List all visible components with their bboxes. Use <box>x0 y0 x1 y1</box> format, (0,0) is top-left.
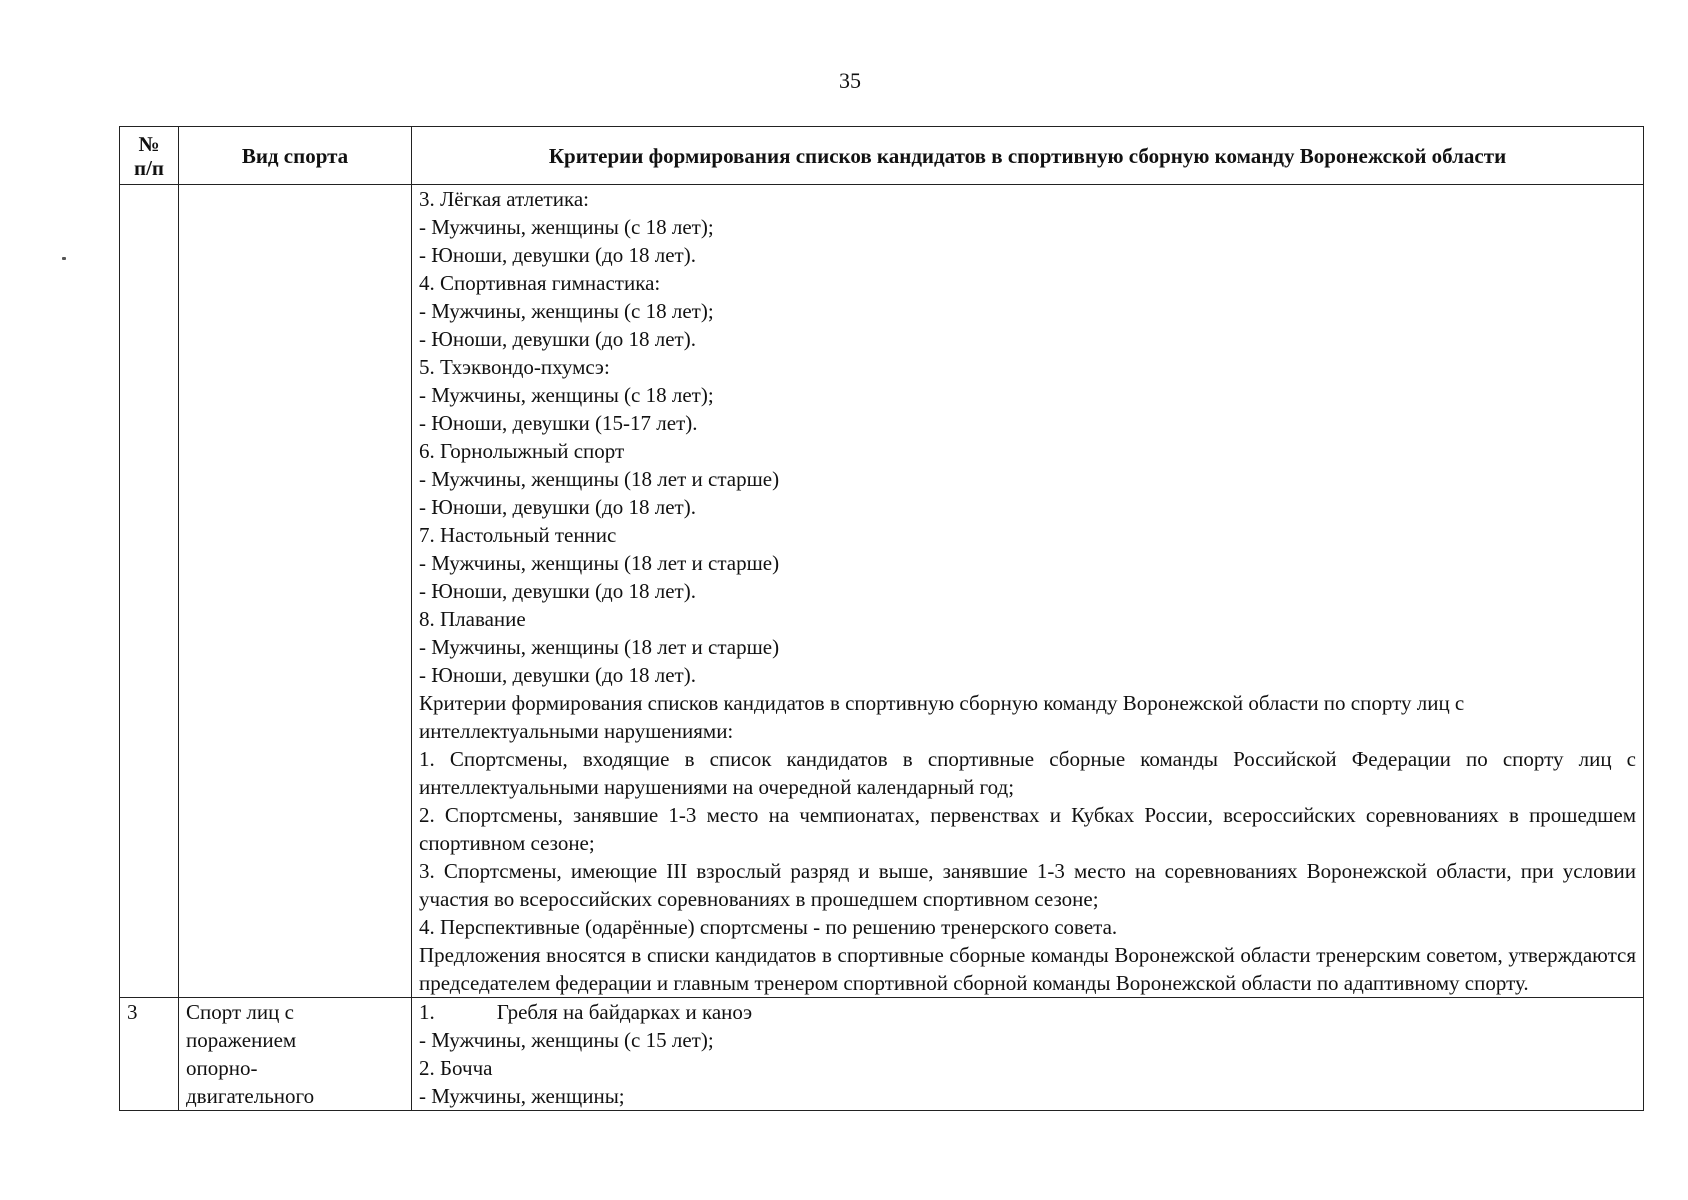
row1-number-cell <box>120 185 179 998</box>
criteria-line: - Мужчины, женщины (с 15 лет); <box>419 1028 714 1052</box>
criteria-line: 3. Лёгкая атлетика: <box>419 187 589 211</box>
criteria-item: 1. Спортсмены, входящие в список кандидатов в спортивные сборные команды Российской Федерации по спорту лиц с интеллектуальными нарушениями на очередной календарный год; <box>419 747 1636 799</box>
header-sport: Вид спорта <box>179 127 412 185</box>
sport-line: двигательного <box>186 1084 315 1108</box>
row2-criteria-cell <box>412 998 1644 1111</box>
item1-text: Гребля на байдарках и каноэ <box>496 1000 753 1024</box>
table-row <box>120 998 1644 1111</box>
criteria-line: 5. Тхэквондо-пхумсэ: <box>419 355 610 379</box>
table-header-row <box>120 127 1644 185</box>
table-row <box>120 185 1644 998</box>
sport-line: Спорт лиц с <box>186 1000 294 1024</box>
header-number-symbol: № <box>138 131 160 156</box>
criteria-line: 4. Спортивная гимнастика: <box>419 271 661 295</box>
criteria-line: 7. Настольный теннис <box>419 523 617 547</box>
criteria-line: 6. Горнолыжный спорт <box>419 439 625 463</box>
row1-criteria-cell <box>412 185 1644 998</box>
criteria-item: 2. Спортсмены, занявшие 1-3 место на чемпионатах, первенствах и Кубках России, всероссийских соревнованиях в прошедшем спортивном сезоне; <box>419 803 1636 855</box>
proposal-paragraph: Предложения вносятся в списки кандидатов в спортивные сборные команды Воронежской области тренерским советом, утверждаются председателем федерации и главным тренером спортивной сборной команды Воронежской области по адаптивному спорту. <box>419 943 1636 995</box>
sport-line: опорно- <box>186 1056 258 1080</box>
intellectual-intro: Критерии формирования списков кандидатов в спортивную сборную команду Воронежской области по спорту лиц с интеллектуальными нарушениями: <box>419 691 1465 743</box>
criteria-line: - Мужчины, женщины; <box>419 1084 625 1108</box>
criteria-line: - Юноши, девушки (до 18 лет). <box>419 327 696 351</box>
sport-line: поражением <box>186 1028 297 1052</box>
criteria-line <box>419 998 1636 1026</box>
criteria-line: - Мужчины, женщины (с 18 лет); <box>419 215 714 239</box>
criteria-line: 2. Бочча <box>419 1056 493 1080</box>
criteria-line: - Мужчины, женщины (с 18 лет); <box>419 299 714 323</box>
header-number-pp: п/п <box>133 155 165 180</box>
scan-speck <box>62 257 66 260</box>
criteria-line: - Юноши, девушки (до 18 лет). <box>419 579 696 603</box>
criteria-line: - Юноши, девушки (15-17 лет). <box>419 411 698 435</box>
row2-number-cell: 3 <box>120 998 179 1111</box>
item1-number: 1. <box>419 1000 435 1024</box>
row1-sport-cell <box>179 185 412 998</box>
criteria-line: - Юноши, девушки (до 18 лет). <box>419 243 696 267</box>
header-number <box>120 127 179 185</box>
criteria-line: - Юноши, девушки (до 18 лет). <box>419 495 696 519</box>
criteria-item: 3. Спортсмены, имеющие III взрослый разряд и выше, занявшие 1-3 место на соревнованиях Воронежской области, при условии участия во всероссийских соревнованиях в прошедшем спортивном сезоне; <box>419 859 1636 911</box>
criteria-line: - Юноши, девушки (до 18 лет). <box>419 663 696 687</box>
row2-sport-cell <box>179 998 412 1111</box>
criteria-line: 8. Плавание <box>419 607 526 631</box>
criteria-table <box>119 126 1644 1111</box>
page-number: 35 <box>839 68 861 93</box>
criteria-item: 4. Перспективные (одарённые) спортсмены - по решению тренерского совета. <box>419 915 1118 939</box>
header-criteria: Критерии формирования списков кандидатов в спортивную сборную команду Воронежской области <box>412 127 1644 185</box>
criteria-line: - Мужчины, женщины (18 лет и старше) <box>419 551 780 575</box>
criteria-line: - Мужчины, женщины (18 лет и старше) <box>419 635 780 659</box>
criteria-line: - Мужчины, женщины (18 лет и старше) <box>419 467 780 491</box>
criteria-line: - Мужчины, женщины (с 18 лет); <box>419 383 714 407</box>
